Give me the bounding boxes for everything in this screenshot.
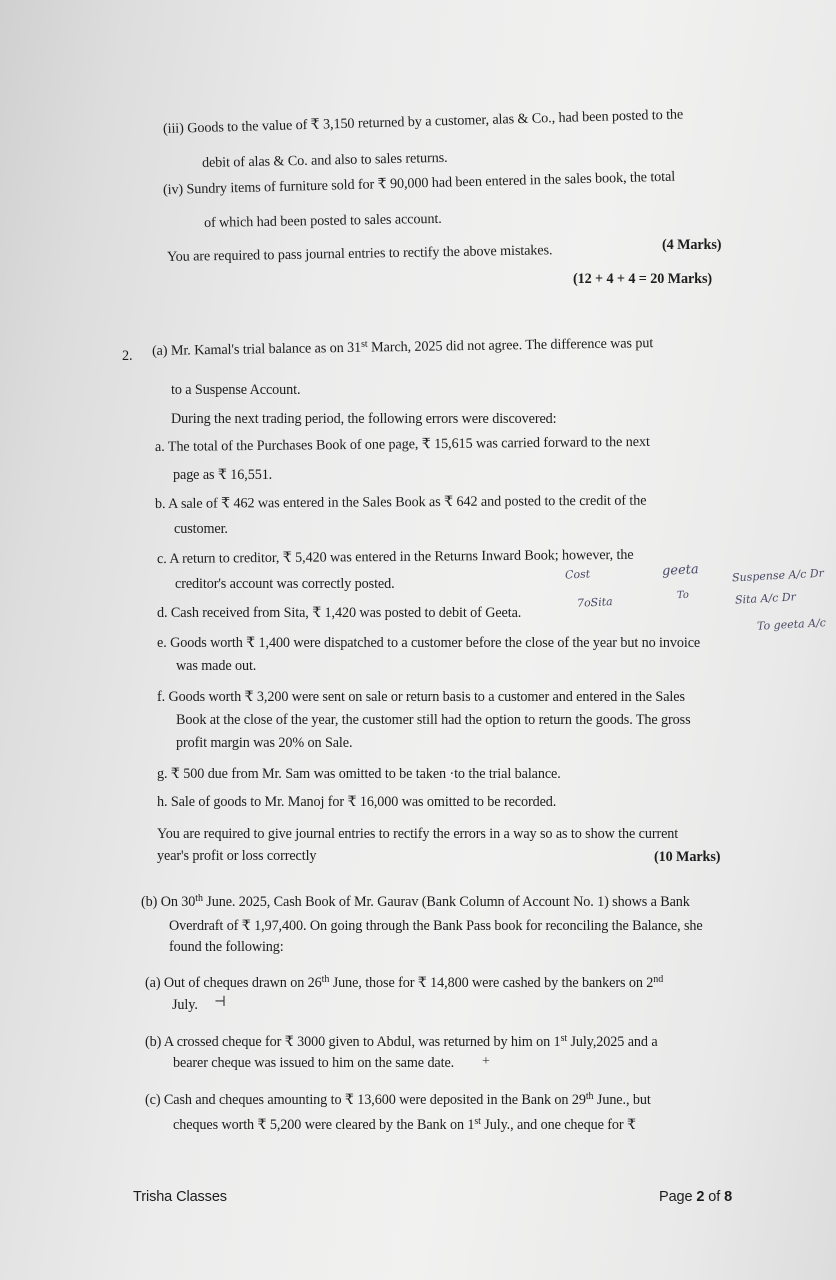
q2b-c-line1: (c) Cash and cheques amounting to ₹ 13,600 were deposited in the Bank on 29th June., but bbox=[145, 1091, 651, 1108]
error-d: d. Cash received from Sita, ₹ 1,420 was posted to debit of Geeta. bbox=[157, 605, 522, 621]
error-f-line1: f. Goods worth ₹ 3,200 were sent on sale or return basis to a customer and entered in the Sales bbox=[157, 689, 685, 705]
q2a-intro-line3: During the next trading period, the following errors were discovered: bbox=[171, 411, 557, 427]
q2b-a-line1: (a) Out of cheques drawn on 26th June, those for ₹ 14,800 were cashed by the bankers on 2nd bbox=[145, 974, 664, 991]
handwritten-note-sita: Sita A/c Dr bbox=[734, 590, 797, 607]
error-b-line2: customer. bbox=[174, 521, 228, 537]
q2b-a-line2: July. bbox=[172, 997, 198, 1013]
error-h: h. Sale of goods to Mr. Manoj for ₹ 16,000 was omitted to be recorded. bbox=[157, 794, 557, 810]
error-f-line3: profit margin was 20% on Sale. bbox=[176, 735, 353, 751]
plus-mark: + bbox=[482, 1054, 490, 1069]
item-iii-line2: debit of alas & Co. and also to sales returns. bbox=[201, 149, 448, 171]
q2b-c-line2: cheques worth ₹ 5,200 were cleared by the Bank on 1st July., and one cheque for ₹ bbox=[173, 1116, 636, 1133]
item-iv-line1: (iv) Sundry items of furniture sold for ₹ 90,000 had been entered in the sales book, the total bbox=[162, 168, 676, 198]
handwritten-note-cost: Cost bbox=[564, 567, 591, 582]
q1-marks: (4 Marks) bbox=[662, 237, 722, 253]
error-b-line1: b. A sale of ₹ 462 was entered in the Sales Book as ₹ 642 and posted to the credit of the bbox=[154, 492, 647, 512]
q1-instruction: You are required to pass journal entries to rectify the above mistakes. bbox=[166, 242, 553, 265]
error-c-line1: c. A return to creditor, ₹ 5,420 was entered in the Returns Inward Book; however, the bbox=[156, 546, 634, 567]
q2b-b-line1: (b) A crossed cheque for ₹ 3000 given to Abdul, was returned by him on 1st July,2025 and a bbox=[145, 1033, 658, 1050]
q2b-line2: Overdraft of ₹ 1,97,400. On going through the Bank Pass book for reconciling the Balance, she bbox=[169, 918, 703, 934]
q2a-marks: (10 Marks) bbox=[654, 849, 721, 865]
item-iv-line2: of which had been posted to sales account. bbox=[203, 210, 442, 231]
error-g: g. ₹ 500 due from Mr. Sam was omitted to be taken ·to the trial balance. bbox=[157, 766, 561, 782]
q1-total-marks: (12 + 4 + 4 = 20 Marks) bbox=[573, 271, 712, 287]
tick-mark: ⊣ bbox=[214, 995, 227, 1010]
handwritten-note-togeeta: To geeta A/c bbox=[756, 616, 827, 633]
q2a-instruction-line1: You are required to give journal entries to rectify the errors in a way so as to show the current bbox=[157, 826, 679, 842]
error-a-line2: page as ₹ 16,551. bbox=[173, 467, 273, 483]
handwritten-note-suspense: Suspense A/c Dr bbox=[731, 566, 825, 585]
error-e-line2: was made out. bbox=[176, 658, 257, 674]
error-a-line1: a. The total of the Purchases Book of one page, ₹ 15,615 was carried forward to the next bbox=[154, 433, 650, 455]
q2a-intro-line1: (a) Mr. Kamal's trial balance as on 31st March, 2025 did not agree. The difference was put bbox=[151, 335, 654, 359]
question-number: 2. bbox=[122, 348, 133, 364]
q2a-instruction-line2: year's profit or loss correctly bbox=[157, 848, 317, 864]
footer-institute: Trisha Classes bbox=[133, 1189, 227, 1205]
q2a-intro-line2: to a Suspense Account. bbox=[171, 382, 301, 398]
handwritten-note-geeta: geeta bbox=[661, 562, 700, 579]
error-c-line2: creditor's account was correctly posted. bbox=[175, 576, 395, 592]
handwritten-note-tosita: 7oSita bbox=[576, 595, 613, 610]
error-e-line1: e. Goods worth ₹ 1,400 were dispatched to a customer before the close of the year but no invoice bbox=[157, 635, 701, 651]
item-iii-line1: (iii) Goods to the value of ₹ 3,150 returned by a customer, alas & Co., had been posted to the bbox=[162, 106, 684, 137]
error-f-line2: Book at the close of the year, the customer still had the option to return the goods. The gross bbox=[176, 712, 691, 728]
q2b-line3: found the following: bbox=[169, 939, 284, 955]
q2b-line1: (b) On 30th June. 2025, Cash Book of Mr. Gaurav (Bank Column of Account No. 1) shows a Bank bbox=[141, 893, 690, 910]
handwritten-note-to: To bbox=[676, 589, 690, 602]
q2b-b-line2: bearer cheque was issued to him on the same date. bbox=[173, 1055, 455, 1071]
footer-page-number: Page 2 of 8 bbox=[659, 1189, 733, 1205]
